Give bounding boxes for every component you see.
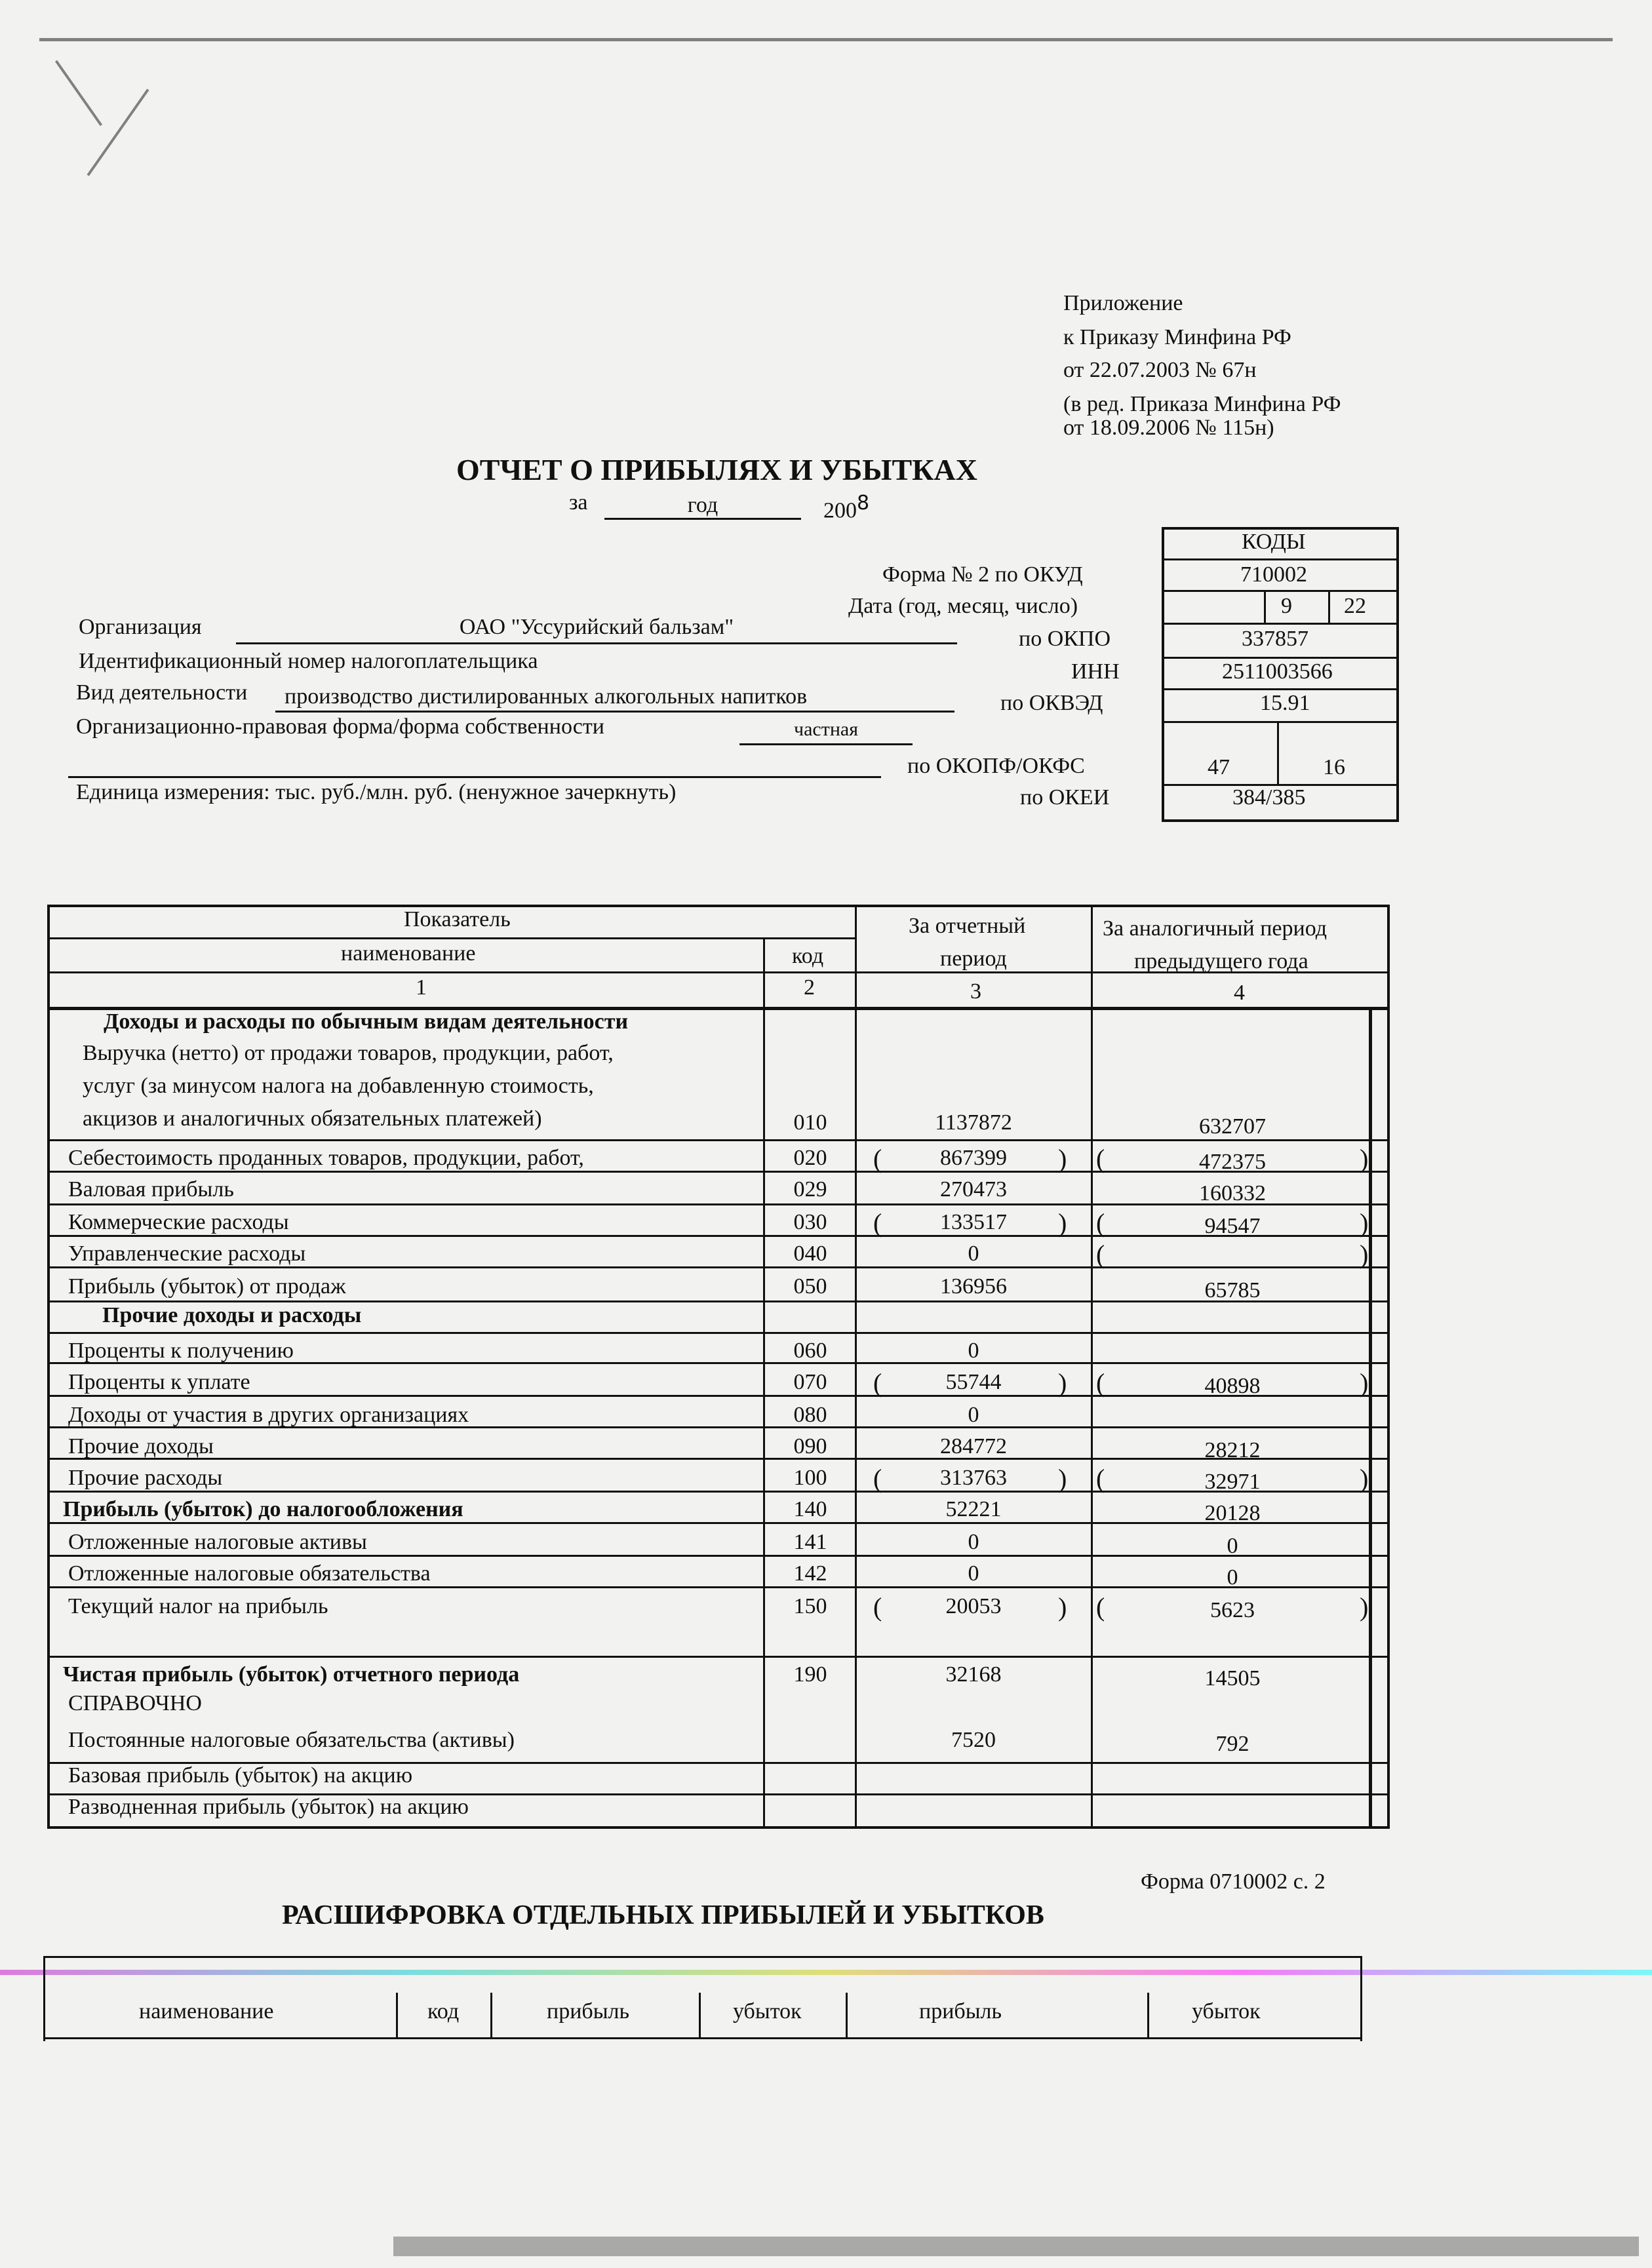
row-code: 140: [793, 1497, 827, 1521]
revenue-line-1: Выручка (нетто) от продажи товаров, продукции, работ,: [83, 1041, 614, 1065]
row-prev-value: 65785: [1204, 1278, 1261, 1302]
row-label: Прочие расходы: [68, 1466, 223, 1490]
row-code: 060: [793, 1339, 827, 1363]
row-prev-value: 5623: [1210, 1598, 1255, 1622]
row-code: 100: [793, 1466, 827, 1490]
okud-label: Форма № 2 по ОКУД: [882, 562, 1083, 587]
open-paren: (: [1096, 1464, 1105, 1493]
page2-col-line: [396, 1993, 398, 2039]
period-prefix: за: [569, 490, 588, 515]
open-paren: (: [873, 1464, 882, 1493]
revenue-line-2: услуг (за минусом налога на добавленную стоимость,: [83, 1074, 594, 1098]
report-title: ОТЧЕТ О ПРИБЫЛЯХ И УБЫТКАХ: [456, 453, 977, 486]
row-label: Постоянные налоговые обязательства (активы): [68, 1728, 515, 1752]
header-prev-1: За аналогичный период: [1103, 916, 1328, 941]
appendix-line-5: от 18.09.2006 № 115н): [1063, 416, 1274, 440]
okud-value: 710002: [1240, 562, 1307, 587]
row-code: 142: [793, 1561, 827, 1586]
row-code: 090: [793, 1434, 827, 1458]
row-current-value: 313763: [940, 1466, 1007, 1490]
close-paren: ): [1058, 1592, 1067, 1622]
col-line-right: [1369, 1009, 1372, 1829]
open-paren: (: [873, 1368, 882, 1398]
open-paren: (: [1096, 1592, 1105, 1622]
row-code: 141: [793, 1530, 827, 1554]
period-word-line: [604, 493, 801, 520]
page2-h-loss-1: убыток: [733, 1999, 802, 2024]
unit-label: Единица измерения: тыс. руб./млн. руб. (ненужное зачеркнуть): [76, 780, 677, 804]
row-code: 190: [793, 1662, 827, 1687]
appendix-line-3: от 22.07.2003 № 67н: [1063, 358, 1257, 382]
row-label: Доходы от участия в других организациях: [68, 1403, 469, 1427]
header-prev-2: предыдущего года: [1134, 949, 1308, 973]
close-paren: ): [1360, 1592, 1369, 1622]
page2-col-line: [846, 1993, 848, 2039]
okei-label: по ОКЕИ: [1020, 785, 1110, 810]
header-divider: [47, 937, 855, 939]
row-prev-value: 0: [1227, 1534, 1238, 1558]
scan-top-edge: [39, 38, 1613, 41]
close-paren: ): [1360, 1464, 1369, 1493]
row-label: Прочие доходы: [68, 1434, 214, 1458]
activity-value-line: [275, 684, 954, 713]
open-paren: (: [873, 1592, 882, 1622]
org-value-line: [236, 615, 957, 644]
form-label: Организационно-правовая форма/форма собственности: [76, 714, 604, 739]
header-current-1: За отчетный: [909, 914, 1026, 938]
close-paren: ): [1360, 1368, 1369, 1398]
inn-label: Идентификационный номер налогоплательщика: [79, 649, 538, 673]
period-year-suffix: 8: [857, 492, 870, 515]
scan-corner-mark-2: [87, 88, 149, 176]
form-value-line: [739, 718, 913, 745]
row-current-value: 52221: [945, 1497, 1002, 1521]
row-current-value: 136956: [940, 1274, 1007, 1299]
inn-value: 2511003566: [1222, 659, 1333, 684]
codes-divider: [1162, 590, 1399, 592]
codes-okopf-split: [1277, 721, 1279, 784]
appendix-line-2: к Приказу Минфина РФ: [1063, 325, 1291, 349]
col-line-code: [763, 937, 765, 1829]
header-num-3: 3: [970, 979, 981, 1004]
activity-value: производство дистилированных алкогольных напитков: [285, 684, 808, 709]
page2-col-line: [699, 1993, 701, 2039]
row-label: Чистая прибыль (убыток) отчетного периода: [63, 1662, 520, 1687]
row-divider: [47, 1139, 1390, 1141]
row-prev-value: 28212: [1204, 1438, 1261, 1462]
header-num-4: 4: [1234, 981, 1245, 1005]
row-label: Отложенные налоговые активы: [68, 1530, 367, 1554]
diluted-eps-label: Разводненная прибыль (убыток) на акцию: [68, 1795, 469, 1819]
row-prev-value: 160332: [1199, 1181, 1266, 1205]
page2-h-profit-2: прибыль: [919, 1999, 1002, 2024]
org-blank-line: [68, 776, 881, 778]
header-num-2: 2: [804, 975, 815, 1000]
row-current-value: 0: [968, 1339, 979, 1363]
row-current-value: 32168: [945, 1662, 1002, 1687]
okfs-value: 16: [1323, 755, 1345, 779]
open-paren: (: [1096, 1208, 1105, 1238]
date-month: 9: [1281, 594, 1292, 618]
scan-bottom-noise: [393, 2237, 1639, 2256]
okopf-value: 47: [1208, 755, 1230, 779]
codes-divider: [1162, 721, 1399, 723]
row-current-value: 0: [968, 1561, 979, 1586]
okved-value: 15.91: [1260, 691, 1310, 715]
codes-divider: [1162, 657, 1399, 659]
form-ref: Форма 0710002 с. 2: [1141, 1869, 1326, 1894]
codes-date-split: [1264, 590, 1266, 623]
okei-value: 384/385: [1232, 785, 1306, 810]
close-paren: ): [1058, 1464, 1067, 1493]
close-paren: ): [1360, 1208, 1369, 1238]
date-label: Дата (год, месяц, число): [848, 594, 1078, 618]
revenue-line-3: акцизов и аналогичных обязательных платежей): [83, 1106, 542, 1131]
open-paren: (: [1096, 1240, 1105, 1269]
row-current-value: 1137872: [935, 1110, 1012, 1135]
row-code: 029: [793, 1177, 827, 1202]
okved-label: по ОКВЭД: [1000, 691, 1103, 715]
row-current-value: 867399: [940, 1146, 1007, 1170]
close-paren: ): [1058, 1144, 1067, 1173]
period-year: [823, 492, 869, 523]
open-paren: (: [873, 1144, 882, 1173]
page2-header-divider: [43, 2037, 1362, 2039]
codes-divider: [1162, 688, 1399, 690]
row-prev-value: 94547: [1204, 1214, 1261, 1238]
okpo-label: по ОКПО: [1019, 627, 1111, 651]
row-label: Себестоимость проданных товаров, продукции, работ,: [68, 1146, 584, 1170]
row-prev-value: 32971: [1204, 1470, 1261, 1494]
col-line-prev: [1091, 905, 1093, 1829]
close-paren: ): [1360, 1144, 1369, 1173]
row-prev-value: 792: [1215, 1732, 1249, 1756]
header-name: наименование: [341, 941, 476, 966]
page2-table: [43, 1956, 1362, 2041]
row-divider: [47, 1266, 1390, 1268]
row-prev-value: 0: [1227, 1565, 1238, 1590]
row-label: Проценты к уплате: [68, 1370, 250, 1394]
form-value: частная: [794, 718, 858, 740]
codes-divider: [1162, 623, 1399, 625]
spravochno-label: СПРАВОЧНО: [68, 1691, 202, 1715]
appendix-line-4: (в ред. Приказа Минфина РФ: [1063, 392, 1341, 416]
header-current-2: период: [940, 947, 1007, 971]
appendix-line-1: Приложение: [1063, 291, 1183, 315]
row-code: 030: [793, 1210, 827, 1234]
row-current-value: 55744: [945, 1370, 1002, 1394]
activity-label: Вид деятельности: [76, 680, 248, 705]
row-current-value: 284772: [940, 1434, 1007, 1458]
page2-h-profit-1: прибыль: [547, 1999, 630, 2024]
row-prev-value: 20128: [1204, 1501, 1261, 1525]
col-line-cur: [855, 905, 857, 1829]
row-label: Валовая прибыль: [68, 1177, 234, 1202]
row-code: 040: [793, 1242, 827, 1266]
page2-h-name: наименование: [139, 1999, 274, 2024]
close-paren: ): [1058, 1208, 1067, 1238]
open-paren: (: [1096, 1144, 1105, 1173]
okopf-label: по ОКОПФ/ОКФС: [907, 754, 1085, 778]
period-year-prefix: 200: [823, 498, 857, 523]
section-other: Прочие доходы и расходы: [102, 1303, 362, 1327]
row-current-value: 133517: [940, 1210, 1007, 1234]
okpo-value: 337857: [1242, 627, 1308, 651]
codes-header: КОДЫ: [1242, 530, 1306, 554]
codes-date-split: [1328, 590, 1330, 623]
header-indicator: Показатель: [404, 907, 511, 931]
row-prev-value: 40898: [1204, 1374, 1261, 1398]
row-label: Текущий налог на прибыль: [68, 1594, 328, 1618]
row-label: Прибыль (убыток) от продаж: [68, 1274, 346, 1299]
row-label: Прибыль (убыток) до налогообложения: [63, 1497, 463, 1521]
row-current-value: 0: [968, 1242, 979, 1266]
row-current-value: 7520: [951, 1728, 996, 1752]
row-prev-value: 472375: [1199, 1150, 1266, 1174]
row-current-value: 20053: [945, 1594, 1002, 1618]
page2-h-loss-2: убыток: [1192, 1999, 1261, 2024]
row-code: 150: [793, 1594, 827, 1618]
date-day: 22: [1344, 594, 1366, 618]
open-paren: (: [1096, 1368, 1105, 1398]
page2-col-line: [490, 1993, 492, 2039]
row-label: Управленческие расходы: [68, 1242, 306, 1266]
row-code: 070: [793, 1370, 827, 1394]
header-num-1: 1: [416, 975, 427, 1000]
page2-title: РАСШИФРОВКА ОТДЕЛЬНЫХ ПРИБЫЛЕЙ И УБЫТКОВ: [282, 1900, 1044, 1930]
close-paren: ): [1360, 1240, 1369, 1269]
row-code: 080: [793, 1403, 827, 1427]
row-current-value: 270473: [940, 1177, 1007, 1202]
org-label: Организация: [79, 615, 202, 639]
row-divider: [47, 1332, 1390, 1334]
row-current-value: 0: [968, 1530, 979, 1554]
row-prev-value: 632707: [1199, 1114, 1266, 1139]
base-eps-label: Базовая прибыль (убыток) на акцию: [68, 1763, 413, 1788]
page2-h-code: код: [427, 1999, 460, 2024]
close-paren: ): [1058, 1368, 1067, 1398]
open-paren: (: [873, 1208, 882, 1238]
row-current-value: 0: [968, 1403, 979, 1427]
row-label: Отложенные налоговые обязательства: [68, 1561, 431, 1586]
row-code: 020: [793, 1146, 827, 1170]
row-code: 050: [793, 1274, 827, 1299]
section-ordinary: Доходы и расходы по обычным видам деятельности: [104, 1009, 629, 1034]
scan-corner-mark: [55, 60, 102, 127]
codes-divider: [1162, 558, 1399, 560]
row-prev-value: 14505: [1204, 1666, 1261, 1691]
page2-col-line: [1147, 1993, 1149, 2039]
org-value: ОАО "Уссурийский бальзам": [459, 615, 734, 639]
inn-code-label: ИНН: [1071, 659, 1120, 684]
row-label: Проценты к получению: [68, 1339, 294, 1363]
period-word: год: [687, 493, 718, 517]
header-code: код: [792, 944, 824, 968]
row-label: Коммерческие расходы: [68, 1210, 289, 1234]
row-divider: [47, 1656, 1390, 1658]
row-code: 010: [793, 1110, 827, 1135]
